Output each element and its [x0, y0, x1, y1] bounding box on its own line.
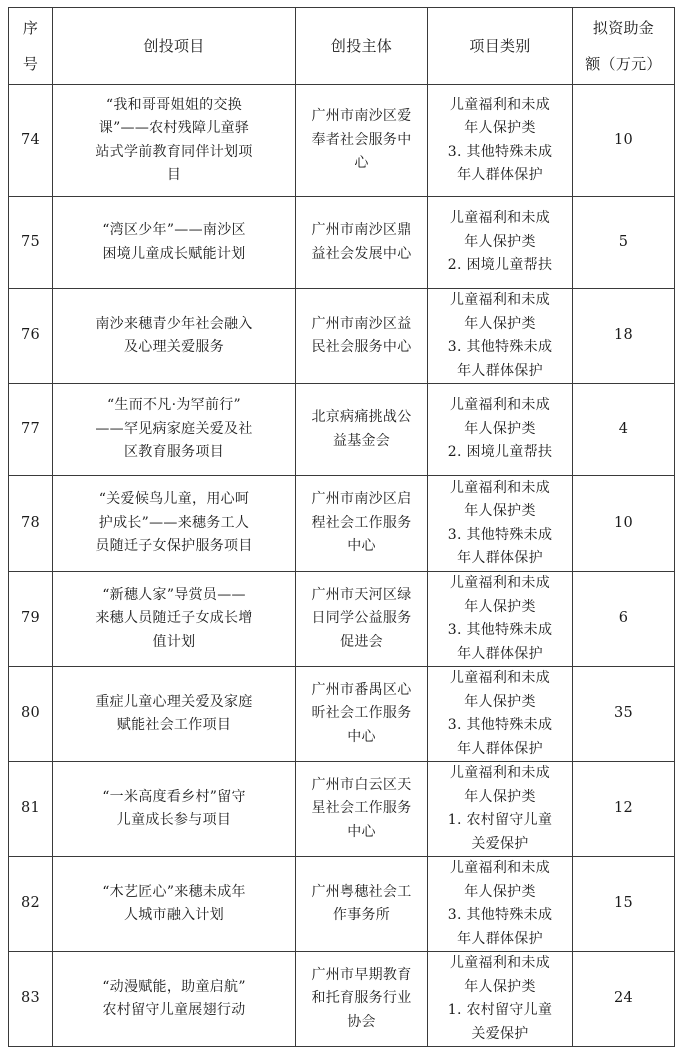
table-row	[9, 85, 675, 197]
cell-project-text: “生而不凡·为罕前行” ——罕见病家庭关爱及社 区教育服务项目	[95, 397, 253, 461]
cell-organization	[296, 197, 428, 289]
cell-amount-text: 10	[613, 131, 634, 148]
cell-no-text: 82	[20, 895, 41, 912]
cell-organization	[296, 476, 428, 572]
cell-no	[9, 289, 53, 384]
cell-no-text: 77	[20, 420, 41, 437]
header-no: 序 号	[9, 8, 53, 85]
table-row	[9, 197, 675, 289]
cell-no	[9, 952, 53, 1047]
cell-project	[53, 476, 296, 572]
table-row	[9, 667, 675, 762]
table-row	[9, 762, 675, 857]
cell-amount	[573, 85, 675, 197]
cell-project	[53, 952, 296, 1047]
cell-no	[9, 85, 53, 197]
cell-organization	[296, 667, 428, 762]
cell-category	[428, 197, 573, 289]
table-row	[9, 952, 675, 1047]
header-organization: 创投主体	[296, 8, 428, 85]
cell-no	[9, 384, 53, 476]
cell-organization-text: 广州市番禺区心 昕社会工作服务 中心	[311, 681, 412, 745]
cell-category	[428, 85, 573, 197]
cell-category-text: 儿童福利和未成 年人保护类 3. 其他特殊未成 年人群体保护	[447, 96, 553, 183]
cell-category-text: 儿童福利和未成 年人保护类 3. 其他特殊未成 年人群体保护	[447, 292, 553, 379]
cell-organization-text: 广州市南沙区启 程社会工作服务 中心	[311, 491, 412, 555]
cell-amount-text: 24	[613, 990, 634, 1007]
header-amount: 拟资助金 额（万元）	[573, 8, 675, 85]
table-row	[9, 476, 675, 572]
cell-no-text: 83	[20, 990, 41, 1007]
cell-project	[53, 197, 296, 289]
header-category: 项目类别	[428, 8, 573, 85]
cell-organization-text: 广州市南沙区爱 奉者社会服务中 心	[311, 108, 412, 172]
header-project: 创投项目	[53, 8, 296, 85]
cell-project-text: “一米高度看乡村”留守 儿童成长参与项目	[102, 788, 246, 828]
cell-no	[9, 667, 53, 762]
cell-amount	[573, 572, 675, 667]
cell-category-text: 儿童福利和未成 年人保护类 2. 困境儿童帮扶	[447, 210, 553, 274]
cell-project	[53, 762, 296, 857]
cell-amount	[573, 384, 675, 476]
cell-organization-text: 广州市白云区天 星社会工作服务 中心	[311, 776, 412, 840]
cell-amount	[573, 197, 675, 289]
cell-category	[428, 857, 573, 952]
cell-organization	[296, 289, 428, 384]
cell-organization	[296, 762, 428, 857]
cell-amount-text: 35	[613, 705, 634, 722]
cell-project	[53, 572, 296, 667]
cell-project-text: “新穗人家”导赏员—— 来穗人员随迁子女成长增 值计划	[95, 586, 253, 650]
cell-amount	[573, 289, 675, 384]
cell-organization-text: 广州市南沙区益 民社会服务中心	[311, 315, 412, 355]
cell-project-text: “湾区少年”——南沙区 困境儿童成长赋能计划	[102, 222, 246, 262]
cell-category-text: 儿童福利和未成 年人保护类 3. 其他特殊未成 年人群体保护	[447, 860, 553, 947]
cell-no	[9, 572, 53, 667]
cell-category-text: 儿童福利和未成 年人保护类 3. 其他特殊未成 年人群体保护	[447, 575, 553, 662]
cell-amount-text: 10	[613, 514, 634, 531]
cell-organization-text: 广州市南沙区鼎 益社会发展中心	[311, 222, 412, 262]
table-row	[9, 857, 675, 952]
cell-organization-text: 北京病痛挑战公 益基金会	[311, 409, 412, 449]
cell-no-text: 79	[20, 610, 41, 627]
cell-project-text: “关爱候鸟儿童，用心呵 护成长”——来穗务工人 员随迁子女保护服务项目	[95, 491, 253, 555]
cell-organization-text: 广州粤穗社会工 作事务所	[311, 883, 412, 923]
cell-category-text: 儿童福利和未成 年人保护类 1. 农村留守儿童 关爱保护	[447, 955, 553, 1042]
cell-no-text: 78	[20, 514, 41, 531]
cell-project-text: “木艺匠心”来穗未成年 人城市融入计划	[102, 883, 246, 923]
cell-amount-text: 4	[618, 420, 629, 437]
cell-category	[428, 476, 573, 572]
cell-project-text: 南沙来穗青少年社会融入 及心理关爱服务	[95, 315, 253, 355]
cell-amount	[573, 952, 675, 1047]
cell-amount-text: 6	[618, 610, 629, 627]
cell-project	[53, 857, 296, 952]
cell-category	[428, 667, 573, 762]
cell-amount	[573, 476, 675, 572]
cell-organization	[296, 857, 428, 952]
cell-amount-text: 5	[618, 233, 629, 250]
cell-category	[428, 952, 573, 1047]
table-row	[9, 572, 675, 667]
cell-category	[428, 572, 573, 667]
cell-organization-text: 广州市天河区绿 日同学公益服务 促进会	[311, 586, 412, 650]
cell-category-text: 儿童福利和未成 年人保护类 3. 其他特殊未成 年人群体保护	[447, 479, 553, 566]
cell-category-text: 儿童福利和未成 年人保护类 3. 其他特殊未成 年人群体保护	[447, 670, 553, 757]
cell-no	[9, 857, 53, 952]
cell-category-text: 儿童福利和未成 年人保护类 1. 农村留守儿童 关爱保护	[447, 765, 553, 852]
cell-no-text: 81	[20, 800, 41, 817]
cell-organization	[296, 85, 428, 197]
cell-organization	[296, 952, 428, 1047]
cell-project-text: 重症儿童心理关爱及家庭 赋能社会工作项目	[95, 693, 253, 733]
table-row	[9, 289, 675, 384]
cell-category	[428, 289, 573, 384]
cell-project	[53, 85, 296, 197]
cell-amount	[573, 857, 675, 952]
cell-amount-text: 15	[613, 895, 634, 912]
cell-organization	[296, 384, 428, 476]
cell-amount-text: 12	[613, 800, 634, 817]
table-row	[9, 384, 675, 476]
cell-no	[9, 476, 53, 572]
cell-organization-text: 广州市早期教育 和托育服务行业 协会	[311, 966, 412, 1030]
cell-project-text: “动漫赋能，助童启航” 农村留守儿童展翅行动	[102, 978, 246, 1018]
cell-amount	[573, 667, 675, 762]
table-header-row	[9, 8, 675, 85]
cell-amount	[573, 762, 675, 857]
cell-no-text: 76	[20, 327, 41, 344]
cell-no	[9, 762, 53, 857]
cell-no	[9, 197, 53, 289]
cell-amount-text: 18	[613, 327, 634, 344]
cell-category-text: 儿童福利和未成 年人保护类 2. 困境儿童帮扶	[447, 397, 553, 461]
cell-category	[428, 384, 573, 476]
cell-no-text: 75	[20, 233, 41, 250]
cell-project	[53, 289, 296, 384]
cell-organization	[296, 572, 428, 667]
cell-category	[428, 762, 573, 857]
cell-no-text: 74	[20, 131, 41, 148]
cell-project	[53, 667, 296, 762]
cell-project-text: “我和哥哥姐姐的交换 课”——农村残障儿童驿 站式学前教育同伴计划项 目	[95, 96, 253, 183]
cell-no-text: 80	[20, 705, 41, 722]
cell-project	[53, 384, 296, 476]
funding-table	[8, 7, 675, 1047]
